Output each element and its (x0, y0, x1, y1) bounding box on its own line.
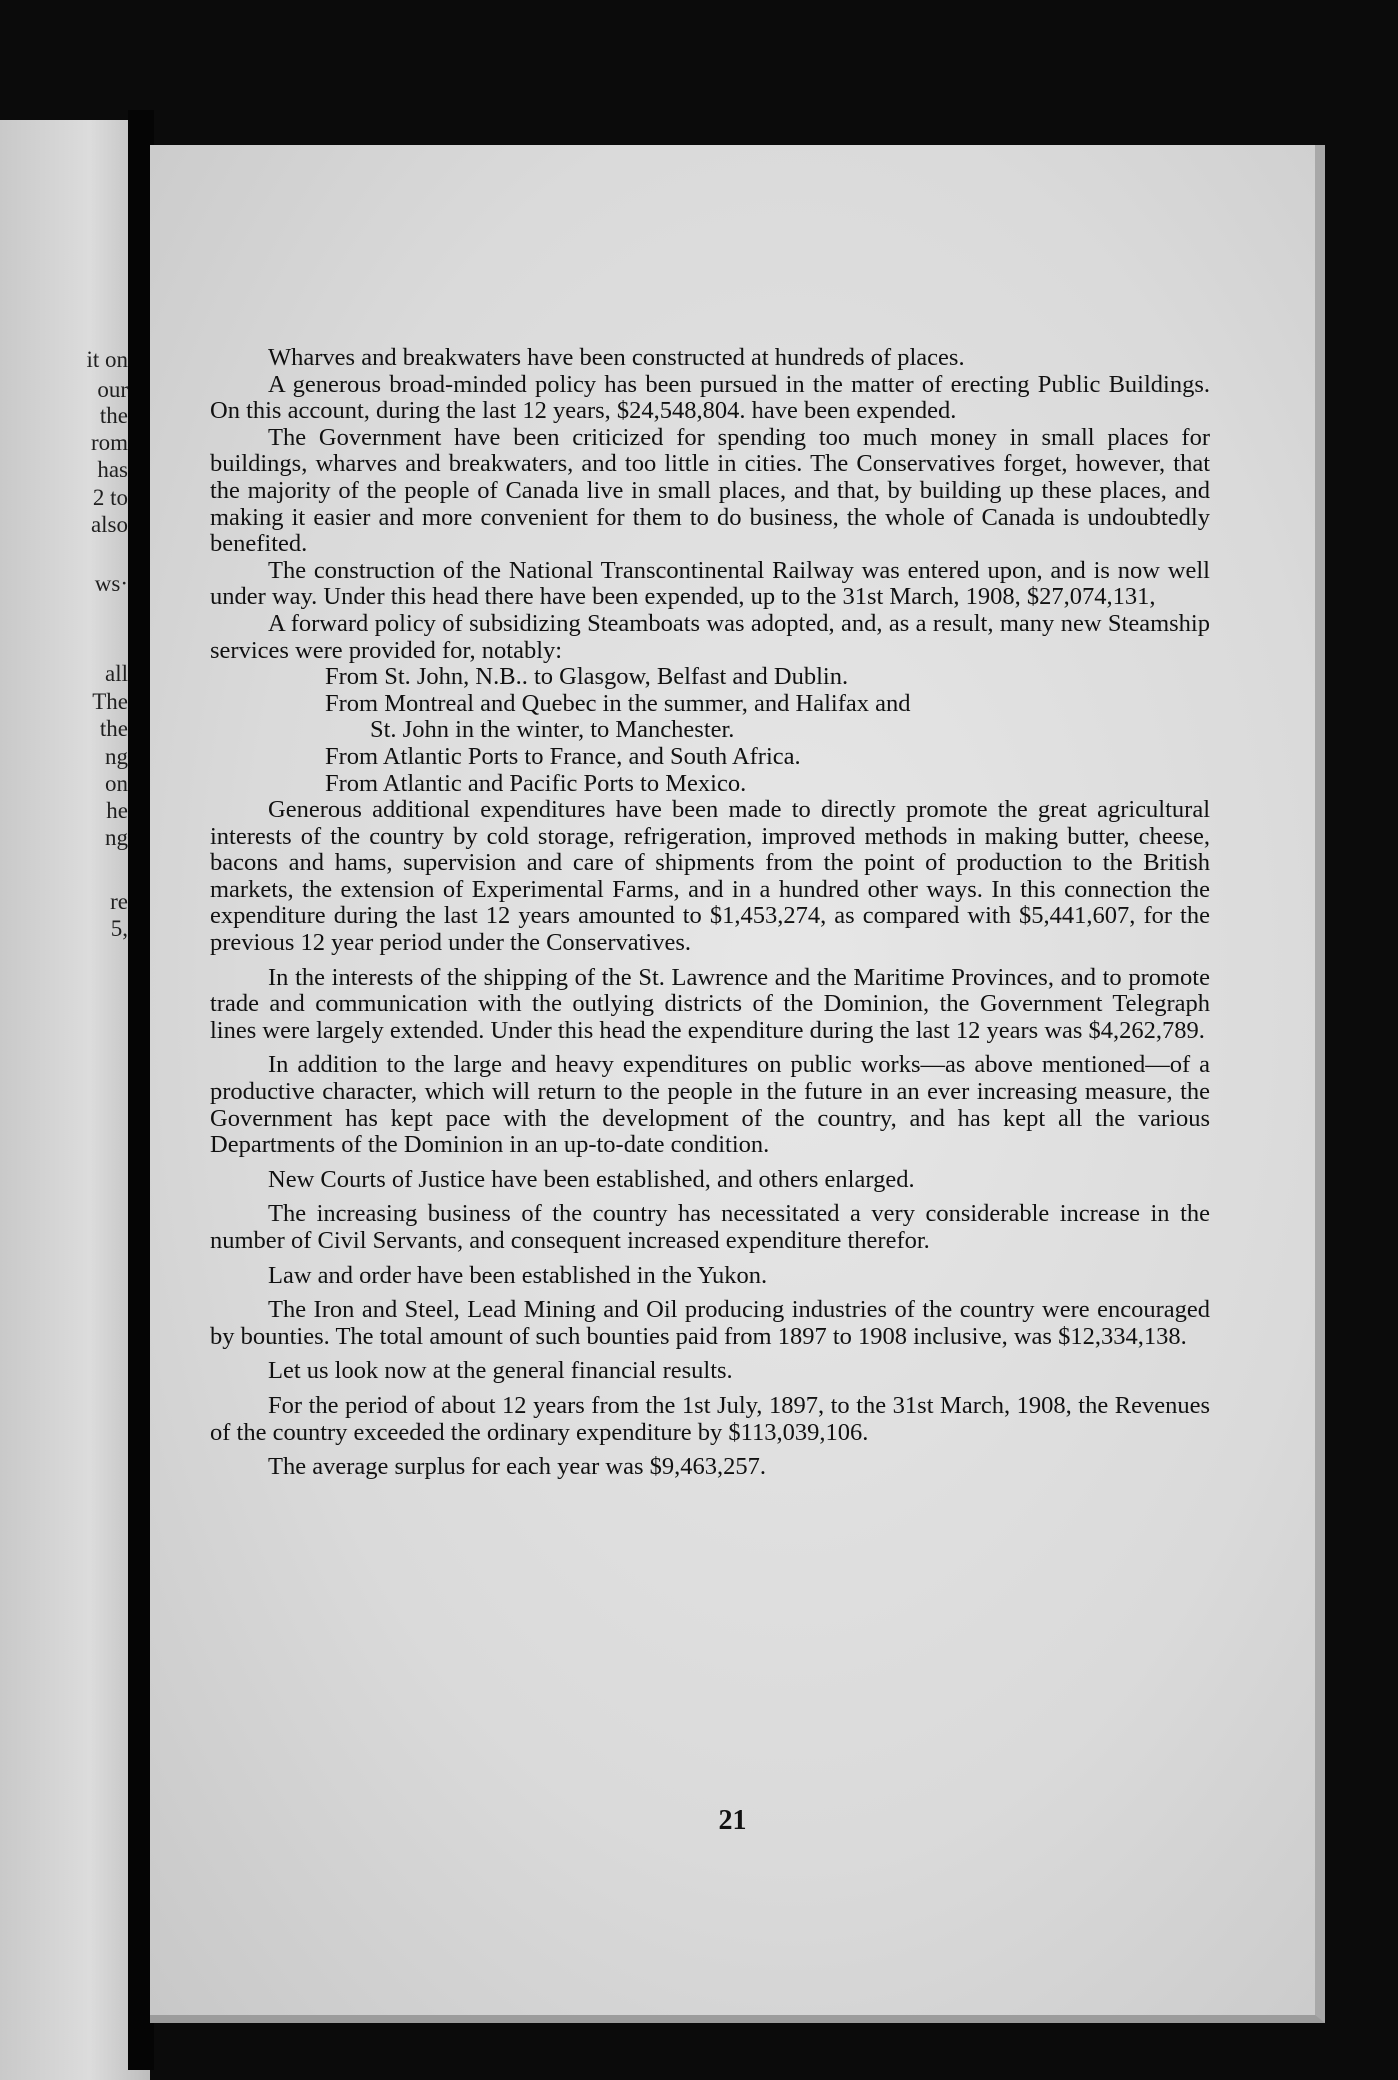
paragraph-civil-servants: The increasing business of the country has necessitated a very considerable increase in the number of Civil Servants, and consequent increased expenditure therefor. (210, 1200, 1210, 1254)
facing-page-fragment: the (99, 716, 128, 741)
paragraph-steamboats: A forward policy of subsidizing Steamboats was adopted, and, as a result, many new Steamship services were provided for, notably: (210, 609, 1210, 664)
facing-page-fragment: ng (105, 825, 128, 850)
paragraph-wharves: Wharves and breakwaters have been constructed at hundreds of places. (268, 344, 965, 371)
facing-page-fragment: our (97, 377, 128, 402)
steamship-route: From Montreal and Quebec in the summer, and Halifax and (325, 689, 911, 717)
steamship-route: From Atlantic Ports to France, and South Africa. (325, 742, 801, 770)
facing-page-fragment: 2 to (92, 485, 128, 510)
facing-page-fragment: the (99, 403, 128, 428)
facing-page-fragment: all (105, 661, 128, 686)
facing-page-fragment: The (92, 689, 128, 714)
paragraph-public-buildings: A generous broad-minded policy has been pursued in the matter of erecting Public Buildings. On this account, during the last 12 years, $24,548,804. have been expended. (210, 370, 1210, 425)
facing-page-fragment: on (105, 771, 128, 796)
paragraph-revenues: For the period of about 12 years from the 1st July, 1897, to the 31st March, 1908, the Revenues of the country exceeded the ordinary expenditure by $113,039,106. (210, 1391, 1210, 1446)
steamship-route: From Atlantic and Pacific Ports to Mexico. (325, 769, 747, 797)
facing-page-fragment: ws· (94, 571, 128, 596)
paragraph-yukon: Law and order have been established in the Yukon. (268, 1261, 768, 1289)
paragraph-telegraph: In the interests of the shipping of the St. Lawrence and the Maritime Provinces, and to promote trade and communication with the outlying districts of the Dominion, the Government Telegraph lines were largely extended. Under this head the expenditure during the last 12 years was $4,262,789. (210, 963, 1210, 1044)
facing-page-fragment: it on (86, 347, 128, 372)
page-number: 21 (718, 1805, 747, 1836)
facing-page-fragment: has (97, 457, 128, 482)
paragraph-courts: New Courts of Justice have been established, and others enlarged. (268, 1165, 915, 1193)
facing-page-fragment: re (110, 889, 128, 914)
facing-page-fragment: ng (105, 744, 128, 769)
paragraph-agriculture: Generous additional expenditures have been made to directly promote the great agricultural interests of the country by cold storage, refrigeration, improved methods in making butter, cheese, bacons and hams, supervision and care of shipments from the point of production to the British markets, the extension of Experimental Farms, and in a hundred other ways. In this connection the expenditure during the last 12 years amounted to $1,453,274, as compared with $5,441,607, for the previous 12 year period under the Conservatives. (210, 796, 1210, 957)
facing-page-fragment: 5, (110, 916, 128, 941)
paragraph-criticism: The Government have been criticized for spending too much money in small places for buildings, wharves and breakwaters, and too little in cities. The Conservatives forget, however, that the majority of the people of Canada live in small places, and that, by building up these places, and making it easier and more convenient for them to do business, the whole of Canada is undoubtedly benefited. (210, 423, 1210, 558)
paragraph-bounties: The Iron and Steel, Lead Mining and Oil producing industries of the country were encouraged by bounties. The total amount of such bounties paid from 1897 to 1908 inclusive, was $12,334,138. (210, 1296, 1210, 1350)
paragraph-public-works: In addition to the large and heavy expenditures on public works—as above mentioned—of a productive character, which will return to the people in the future in an ever increasing measure, the Government has kept pace with the development of the country, and has kept all the various Departments of the Dominion in an up-to-date condition. (210, 1051, 1210, 1159)
steamship-route: From St. John, N.B.. to Glasgow, Belfast and Dublin. (325, 663, 849, 691)
facing-page-fragment: rom (90, 430, 128, 455)
paragraph-railway: The construction of the National Transcontinental Railway was entered upon, and is now well under way. Under this head there have been expended, up to the 31st March, 1908, $27,074,131, (210, 556, 1210, 611)
facing-page-fragment: he (106, 798, 128, 823)
paragraph-financial-results: Let us look now at the general financial results. (268, 1357, 733, 1385)
book-page (150, 145, 1325, 2023)
paragraph-average-surplus: The average surplus for each year was $9,463,257. (268, 1453, 766, 1481)
body-text (210, 345, 1210, 1481)
facing-page-fragment: also (90, 512, 128, 537)
steamship-route-continued: St. John in the winter, to Manchester. (370, 716, 735, 744)
